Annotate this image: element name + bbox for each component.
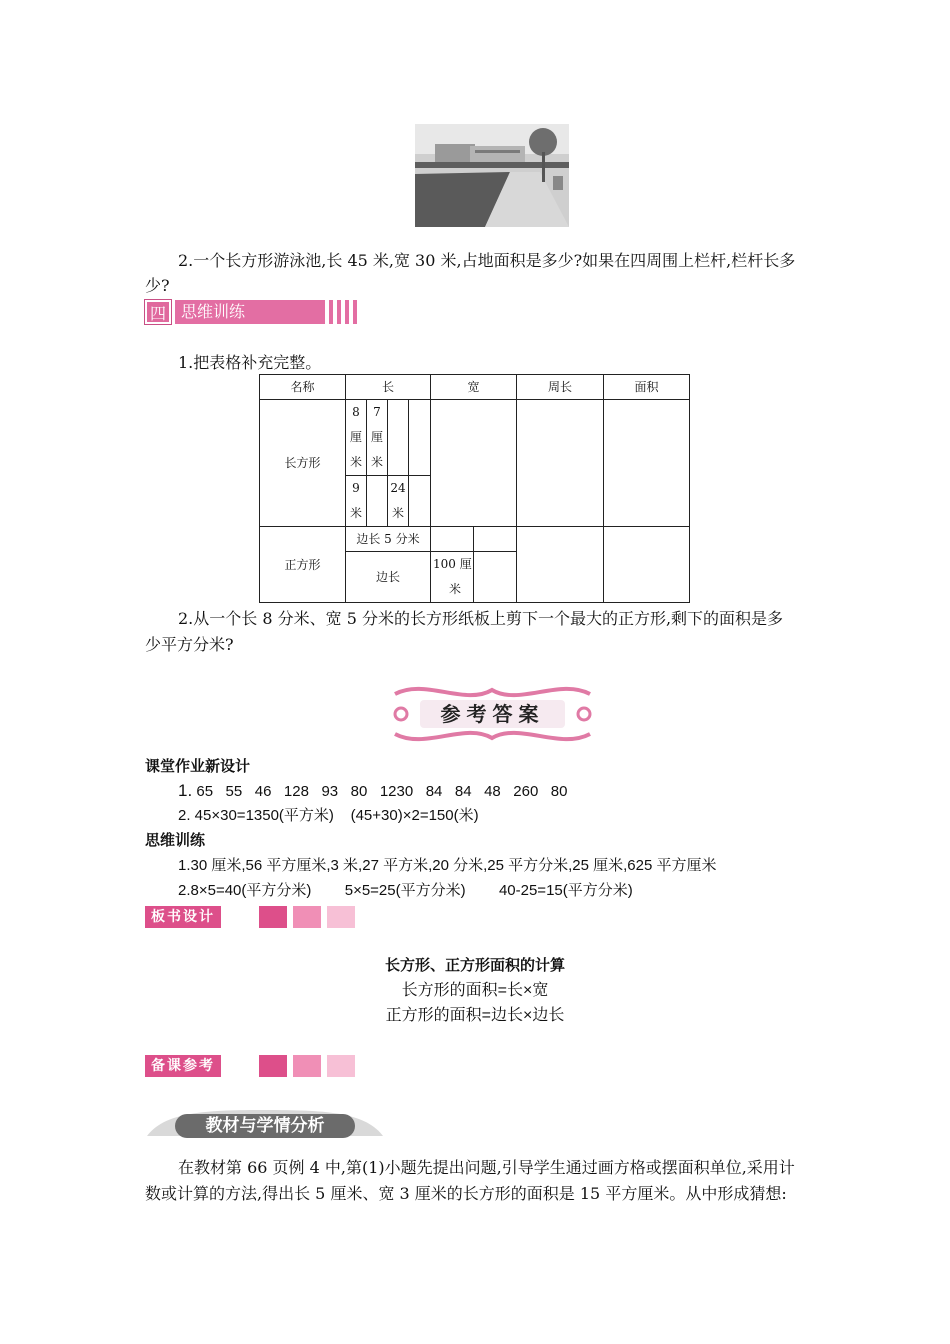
- cell-blank: [604, 527, 690, 603]
- analysis-banner: [145, 1106, 385, 1140]
- decor-square: [327, 1055, 355, 1077]
- prep-reference-header: [145, 1055, 355, 1077]
- header-perimeter: 周长: [517, 375, 604, 400]
- section-title-band: [175, 300, 325, 324]
- cell-blank: [431, 527, 474, 552]
- cell-blank: [388, 400, 409, 476]
- decor-square: [293, 906, 321, 928]
- task-2-line2: 少平方分米?: [145, 635, 234, 654]
- cell-blank: [517, 527, 604, 603]
- cell-blank: [367, 476, 388, 527]
- question-2-line1: 2.一个长方形游泳池,长 45 米,宽 30 米,占地面积是多少?如果在四周围上栏杆,栏杆长多: [178, 251, 796, 270]
- cell-blank: [431, 400, 517, 527]
- answer-2: 2. 45×30=1350(平方米) (45+30)×2=150(米): [178, 807, 479, 824]
- decor-bar: [353, 300, 357, 324]
- answers-title: 参考答案: [440, 702, 545, 726]
- cell-9m: 9 米: [346, 476, 367, 527]
- decor-bar: [345, 300, 349, 324]
- board-design-label: 板书设计: [145, 906, 221, 928]
- section-number: 四: [145, 300, 171, 324]
- prep-reference-label: 备课参考: [145, 1055, 221, 1077]
- cell-100cm: 100 厘 米: [431, 552, 474, 603]
- decor-square: [259, 906, 287, 928]
- analysis-title: 教材与学情分析: [205, 1116, 325, 1136]
- row-rectangle: 长方形: [260, 400, 346, 527]
- cell-side: 边长: [346, 552, 431, 603]
- task-2-line1: 2.从一个长 8 分米、宽 5 分米的长方形纸板上剪下一个最大的正方形,剩下的面积是多: [178, 609, 784, 628]
- decor-square: [259, 1055, 287, 1077]
- header-area: 面积: [604, 375, 690, 400]
- answers-heading-1: 课堂作业新设计: [145, 758, 251, 775]
- cell-blank: [409, 400, 431, 476]
- cell-blank: [604, 400, 690, 527]
- board-line-2: 正方形的面积=边长×边长: [385, 1007, 565, 1024]
- analysis-line2: 数或计算的方法,得出长 5 厘米、宽 3 厘米的长方形的面积是 15 平方厘米。从中形成猜想:: [145, 1184, 787, 1203]
- answer-thinking-1: 1.30 厘米,56 平方厘米,3 米,27 平方米,20 分米,25 平方分米,25 厘米,625 平方厘米: [178, 857, 717, 874]
- cell-24m: 24 米: [388, 476, 409, 527]
- cell-7cm: 7 厘 米: [367, 400, 388, 476]
- decor-square: [293, 1055, 321, 1077]
- cell-blank: [474, 527, 517, 552]
- answers-banner: [385, 676, 600, 752]
- header-width: 宽: [431, 375, 517, 400]
- board-line-1: 长方形的面积=长×宽: [401, 982, 549, 999]
- decor-bar: [337, 300, 341, 324]
- analysis-line1: 在教材第 66 页例 4 中,第(1)小题先提出问题,引导学生通过画方格或摆面积单位,采用计: [178, 1158, 795, 1177]
- board-title: 长方形、正方形面积的计算: [384, 957, 565, 974]
- decor-bar: [329, 300, 333, 324]
- swimming-pool-photo: [415, 124, 569, 227]
- fill-table: [259, 374, 690, 603]
- task-1: 1.把表格补充完整。: [178, 353, 322, 372]
- board-design-header: [145, 906, 355, 928]
- answers-heading-2: 思维训练: [145, 832, 206, 849]
- cell-8cm: 8 厘 米: [346, 400, 367, 476]
- section-title: 思维训练: [181, 302, 246, 321]
- question-2-line2: 少?: [145, 276, 170, 295]
- row-square: 正方形: [260, 527, 346, 603]
- cell-side-5dm: 边长 5 分米: [346, 527, 431, 552]
- section-header-thinking: [145, 300, 361, 324]
- answer-thinking-2: 2.8×5=40(平方分米) 5×5=25(平方分米) 40-25=15(平方分米): [178, 882, 633, 899]
- answer-1: 1. 65 55 46 128 93 80 1230 84 84 48 260 80: [178, 781, 568, 800]
- cell-blank: [474, 552, 517, 603]
- header-name: 名称: [260, 375, 346, 400]
- header-length: 长: [346, 375, 431, 400]
- cell-blank: [517, 400, 604, 527]
- cell-blank: [409, 476, 431, 527]
- decor-square: [327, 906, 355, 928]
